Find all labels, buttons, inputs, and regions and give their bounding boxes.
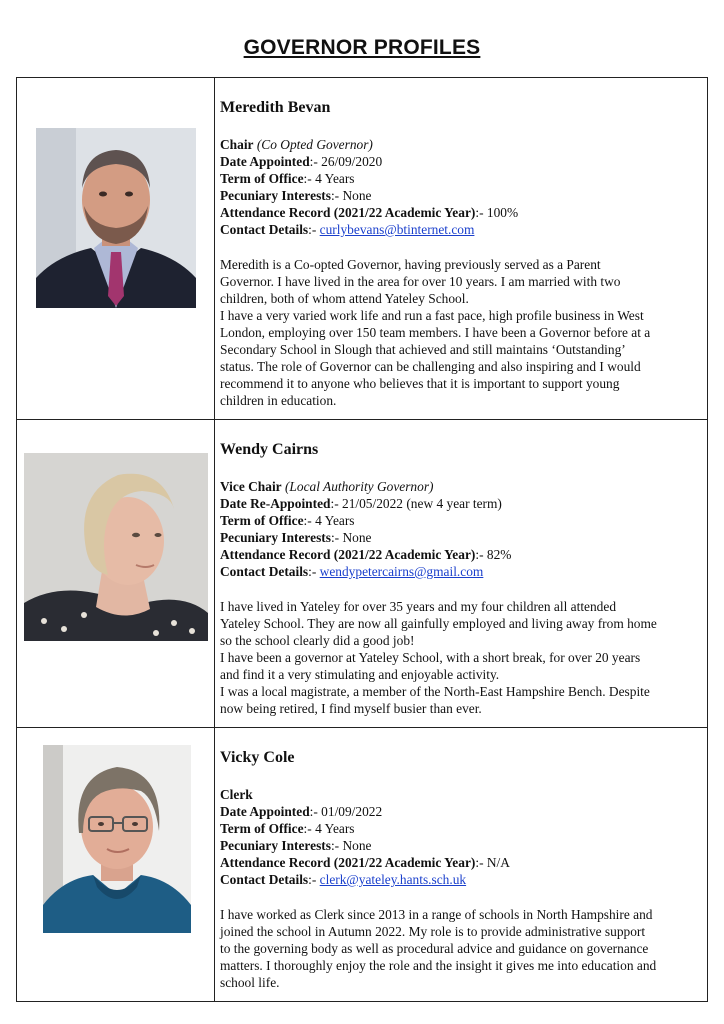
bio-line: recommend it to anyone who believes that it is important to support young <box>220 376 620 391</box>
bio-line: status. The role of Governor can be challenging and also inspiring and I would <box>220 359 641 374</box>
bio-line: I have worked as Clerk since 2013 in a range of schools in North Hampshire and <box>220 907 653 922</box>
profile-date-appointed: Date Appointed:- 01/09/2022 <box>220 804 383 819</box>
profile-name: Vicky Cole <box>220 749 295 766</box>
bio-line: I have lived in Yateley for over 35 years and my four children all attended <box>220 599 617 614</box>
profile-pecuniary: Pecuniary Interests:- None <box>220 188 372 203</box>
bio-line: joined the school in Autumn 2022. My role is to provide administrative support <box>220 924 646 939</box>
bio-line: I was a local magistrate, a member of the North-East Hampshire Bench. Despite <box>220 684 650 699</box>
profile-name: Meredith Bevan <box>220 99 331 116</box>
profile-details <box>215 728 708 1002</box>
bio-line: to the governing body as well as procedural advice and guidance on governance <box>220 941 649 956</box>
profile-pecuniary: Pecuniary Interests:- None <box>220 838 372 853</box>
profile-name: Wendy Cairns <box>220 441 319 458</box>
profile-contact: Contact Details:- wendypetercairns@gmail.com <box>220 564 484 579</box>
email-link[interactable]: curlybevans@btinternet.com <box>319 222 475 237</box>
profile-bio <box>220 598 701 717</box>
profile-row <box>17 420 708 728</box>
bio-line: so the school clearly did a good job! <box>220 633 415 648</box>
profile-attendance: Attendance Record (2021/22 Academic Year):- 82% <box>220 547 512 562</box>
page-title: GOVERNOR PROFILES <box>243 36 481 59</box>
profiles-table <box>16 77 708 1002</box>
profile-details <box>215 78 708 420</box>
profile-term: Term of Office:- 4 Years <box>220 821 355 836</box>
photo-cell <box>17 728 215 1002</box>
profile-contact: Contact Details:- curlybevans@btinternet.com <box>220 222 475 237</box>
profile-term: Term of Office:- 4 Years <box>220 171 355 186</box>
bio-line: Secondary School in Slough that achieved and still maintains ‘Outstanding’ <box>220 342 626 357</box>
profile-photo-meredith-bevan <box>36 128 196 308</box>
email-link[interactable]: clerk@yateley.hants.sch.uk <box>319 872 467 887</box>
profile-date-appointed: Date Appointed:- 26/09/2020 <box>220 154 383 169</box>
bio-line: Meredith is a Co-opted Governor, having previously served as a Parent <box>220 257 601 272</box>
profile-bio <box>220 256 701 409</box>
profile-pecuniary: Pecuniary Interests:- None <box>220 530 372 545</box>
bio-line: I have a very varied work life and run a fast pace, high profile business in West <box>220 308 644 323</box>
profile-role: Vice Chair (Local Authority Governor) <box>220 479 434 494</box>
bio-line: now being retired, I find myself busier than ever. <box>220 701 482 716</box>
profile-attendance: Attendance Record (2021/22 Academic Year):- 100% <box>220 205 519 220</box>
bio-line: London, employing over 150 team members. I have been a Governor before at a <box>220 325 651 340</box>
profile-date-appointed: Date Re-Appointed:- 21/05/2022 (new 4 year term) <box>220 496 502 511</box>
bio-line: school life. <box>220 975 280 990</box>
email-link[interactable]: wendypetercairns@gmail.com <box>319 564 484 579</box>
profile-attendance: Attendance Record (2021/22 Academic Year):- N/A <box>220 855 510 870</box>
bio-line: I have been a governor at Yateley School, with a short break, for over 20 years <box>220 650 641 665</box>
bio-line: and find it a very stimulating and enjoyable activity. <box>220 667 500 682</box>
profile-contact: Contact Details:- clerk@yateley.hants.sch.uk <box>220 872 467 887</box>
profile-role: Chair (Co Opted Governor) <box>220 137 373 152</box>
profile-bio <box>220 906 701 991</box>
bio-line: Governor. I have lived in the area for over 10 years. I am married with two <box>220 274 621 289</box>
bio-line: children, both of whom attend Yateley School. <box>220 291 469 306</box>
profile-photo-wendy-cairns <box>24 453 208 641</box>
profile-row <box>17 728 708 1002</box>
profile-row <box>17 78 708 420</box>
profile-term: Term of Office:- 4 Years <box>220 513 355 528</box>
profile-role: Clerk <box>220 787 253 802</box>
bio-line: children in education. <box>220 393 337 408</box>
profile-photo-vicky-cole <box>43 745 191 933</box>
photo-cell <box>17 420 215 728</box>
profile-details <box>215 420 708 728</box>
bio-line: Yateley School. They are now all gainfully employed and living away from home <box>220 616 657 631</box>
photo-cell <box>17 78 215 420</box>
bio-line: matters. I thoroughly enjoy the role and the insight it gives me into education and <box>220 958 657 973</box>
